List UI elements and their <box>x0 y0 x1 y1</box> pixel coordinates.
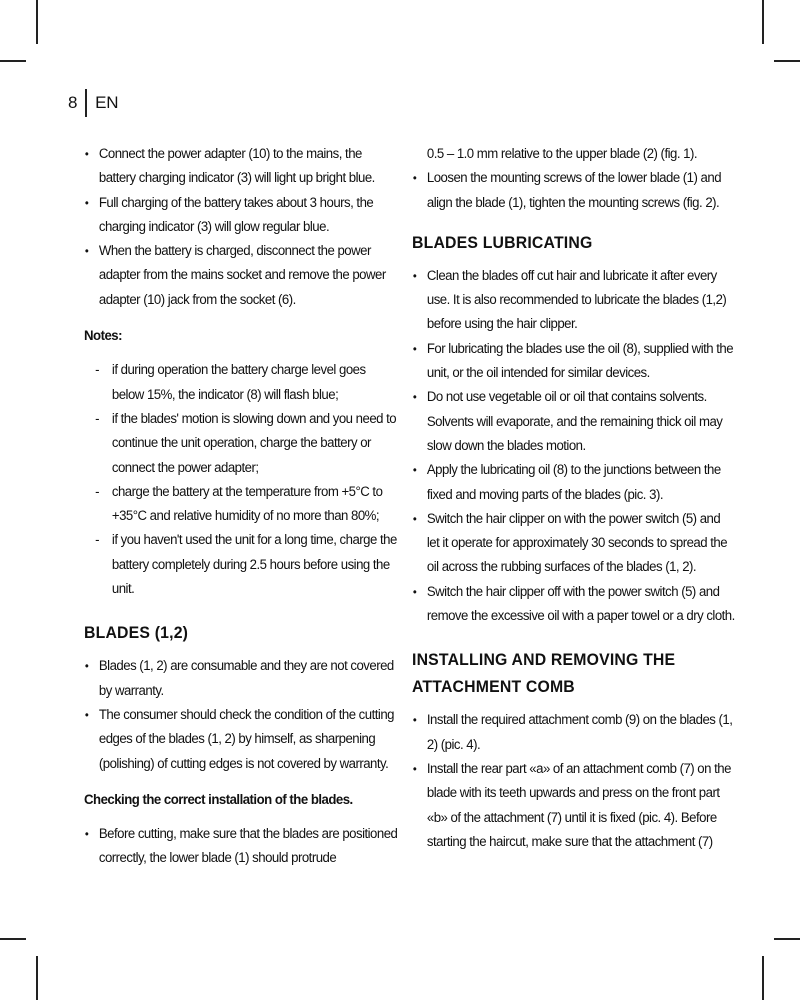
notes-list <box>84 358 400 601</box>
list-item: - charge the battery at the temperature from +5°C to +35°C and relative humidity of no more than 80%; <box>84 480 400 529</box>
list-item: • Switch the hair clipper off with the power switch (5) and remove the excessive oil with a paper towel or a dry cloth. <box>412 580 735 629</box>
blades-heading: BLADES (1,2) <box>84 623 189 643</box>
list-item: • Apply the lubricating oil (8) to the junctions between the fixed and moving parts of the blades (pic. 3). <box>412 458 735 507</box>
blades-list <box>84 654 400 775</box>
list-item: • Switch the hair clipper on with the power switch (5) and let it operate for approximately 30 seconds to spread the oil across the rubbing surfaces of the blades (1, 2). <box>412 507 735 580</box>
list-item: • Full charging of the battery takes about 3 hours, the charging indicator (3) will glow regular blue. <box>84 191 400 240</box>
crop-mark <box>36 956 38 1000</box>
lubricating-list <box>412 264 735 628</box>
page-number: 8 <box>68 93 78 112</box>
list-item: - if during operation the battery charge level goes below 15%, the indicator (8) will flash blue; <box>84 358 400 407</box>
crop-mark <box>774 938 800 940</box>
charging-list <box>84 142 400 312</box>
page-header <box>68 88 118 118</box>
right-column <box>412 142 737 854</box>
list-item: • Clean the blades off cut hair and lubricate it after every use. It is also recommended to lubricate the blades (1,2) before using the hair clipper. <box>412 264 735 337</box>
crop-mark <box>0 60 26 62</box>
crop-mark <box>762 956 764 1000</box>
continued-text: 0.5 – 1.0 mm relative to the upper blade (2) (fig. 1). <box>426 146 698 162</box>
list-item: • Install the rear part «a» of an attachment comb (7) on the blade with its teeth upwards and press on the front part «b» of the attachment (7) until it is fixed (pic. 4). Before starting the haircut, make sure that the attachment (7) <box>412 757 735 854</box>
list-item: • Blades (1, 2) are consumable and they are not covered by warranty. <box>84 654 400 703</box>
list-item: - if you haven't used the unit for a long time, charge the battery completely during 2.5 hours before using the unit. <box>84 528 400 601</box>
checking-list <box>84 822 400 871</box>
lubricating-heading: BLADES LUBRICATING <box>412 232 593 252</box>
header-divider <box>85 89 87 117</box>
crop-mark <box>774 60 800 62</box>
list-item: • Install the required attachment comb (9) on the blades (1, 2) (pic. 4). <box>412 708 735 757</box>
list-item: • When the battery is charged, disconnect the power adapter from the mains socket and remove the power adapter (10) jack from the socket (6). <box>84 239 400 312</box>
list-item: • Connect the power adapter (10) to the mains, the battery charging indicator (3) will light up bright blue. <box>84 142 400 191</box>
list-item: • The consumer should check the condition of the cutting edges of the blades (1, 2) by himself, as sharpening (polishing) of cutting edges is not covered by warranty. <box>84 703 400 776</box>
crop-mark <box>36 0 38 44</box>
list-item: • Before cutting, make sure that the blades are positioned correctly, the lower blade (1) should protrude <box>84 822 400 871</box>
crop-mark <box>0 938 26 940</box>
crop-mark <box>762 0 764 44</box>
notes-heading: Notes: <box>84 328 122 345</box>
list-item: • Loosen the mounting screws of the lower blade (1) and align the blade (1), tighten the mounting screws (fig. 2). <box>412 166 735 215</box>
left-column <box>84 142 402 871</box>
comb-heading: INSTALLING AND REMOVING THE ATTACHMENT COMB <box>412 650 676 697</box>
install-list <box>412 166 735 215</box>
language-label: EN <box>95 93 119 112</box>
list-item: • For lubricating the blades use the oil (8), supplied with the unit, or the oil intended for similar devices. <box>412 337 735 386</box>
list-item: • Do not use vegetable oil or oil that contains solvents. Solvents will evaporate, and the remaining thick oil may slow down the blades motion. <box>412 385 735 458</box>
list-item: - if the blades' motion is slowing down and you need to continue the unit operation, charge the battery or connect the power adapter; <box>84 407 400 480</box>
checking-heading: Checking the correct installation of the blades. <box>84 791 353 808</box>
comb-list <box>412 708 735 854</box>
